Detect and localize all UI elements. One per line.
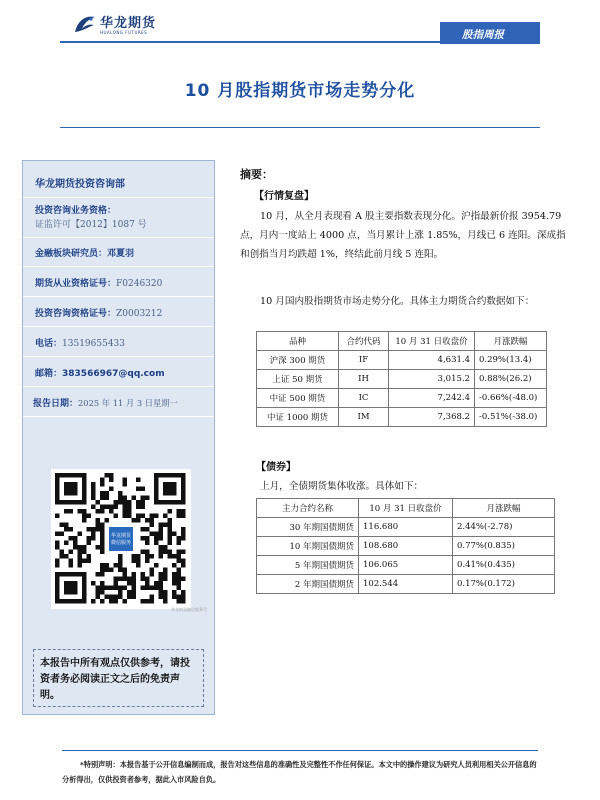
researcher-value: 邓夏羽 [107,249,135,259]
cert-value: F0246320 [116,279,163,289]
sidebar-dept: 华龙期货投资咨询部 [23,161,214,198]
table-row [257,351,547,370]
sidebar-license [23,198,214,238]
market-review-paragraph: 10 月，从全月表现看 A 股主要指数表现分化。沪指最新价报 3954.79 点，月内一度站上 4000 点，当月累计上涨 1.85%，月线已 6 连阳。深成指和创指当月均跌超 1%，终结此前月线 5 连阳。 [240,211,566,260]
table-row [257,518,555,537]
table-row [257,556,555,575]
table-cell: IM [339,408,389,427]
table-header-cell: 品种 [257,332,339,351]
table-cell: 2 年期国债期货 [257,575,359,594]
section-bonds: 【债券】 [256,462,296,473]
table-cell: IC [339,389,389,408]
table-cell: 上证 50 期货 [257,370,339,389]
researcher-label: 金融板块研究员： [35,249,108,259]
table-cell: 102.544 [359,575,453,594]
table-cell: 0.17%(0.172) [453,575,555,594]
table-cell: 30 年期国债期货 [257,518,359,537]
consult-value: Z0003212 [116,309,163,319]
index-futures-table [256,331,547,427]
brand-logo [72,12,162,40]
table-header-cell: 10 月 31 日收盘价 [359,499,453,518]
table-header-row [257,499,555,518]
table-cell: 7,242.4 [389,389,475,408]
license-value: 证监许可【2012】1087 号 [35,220,147,230]
table-cell: 106.065 [359,556,453,575]
date-value: 2025 年 11 月 3 日星期一 [78,398,178,408]
page-header [0,0,600,50]
qr-center-logo: 华龙期货 微信服务 [107,525,135,553]
sidebar-cert [23,267,214,297]
date-label: 报告日期： [33,399,79,409]
table-header-cell: 主力合约名称 [257,499,359,518]
qr-caption: 华龙期货微信服务号 [171,607,207,612]
phone-value: 13519655433 [62,339,126,349]
table-row [257,389,547,408]
table-cell: 中证 1000 期货 [257,408,339,427]
table-header-row [257,332,547,351]
table-cell: 10 年期国债期货 [257,537,359,556]
sidebar-researcher [23,238,214,267]
table-header-cell: 月涨跌幅 [453,499,555,518]
brand-name: 华龙期货 [100,16,157,31]
table-cell: 7,368.2 [389,408,475,427]
table-cell: 4,631.4 [389,351,475,370]
page-title: 10 月股指期货市场走势分化 [184,81,416,101]
table-cell: 0.29%(13.4) [475,351,547,370]
table-header-cell: 月涨跌幅 [475,332,547,351]
table-cell: 0.77%(0.835) [453,537,555,556]
summary-heading: 摘要： [240,168,273,181]
email-value[interactable]: 383566967@qq.com [62,369,165,379]
table-cell: 0.41%(0.435) [453,556,555,575]
table-cell: IF [339,351,389,370]
special-disclaimer: *特别声明：本报告基于公开信息编制而成，报告对这些信息的准确性及完整性不作任何保证。本文中的操作建议为研究人员利用相关公开信息的分析得出，仅供投资者参考，据此入市风险自负。 [62,760,537,784]
table-cell: 沪深 300 期货 [257,351,339,370]
table-cell: 3,015.2 [389,370,475,389]
bond-futures-table [256,498,555,594]
report-type-badge: 股指周报 [440,22,540,44]
sidebar-disclaimer: 本报告中所有观点仅供参考，请投资者务必阅读正文之后的免责声明。 [33,649,204,707]
futures-intro-paragraph: 10 月国内股指期货市场走势分化。具体主力期货合约数据如下： [260,296,535,307]
table-cell: -0.66%(-48.0) [475,389,547,408]
title-divider [60,127,540,128]
section-market-review: 【行情复盘】 [254,191,314,202]
table-row [257,537,555,556]
table-cell: 116.680 [359,518,453,537]
sidebar [22,160,215,715]
table-row [257,575,555,594]
bonds-intro-paragraph: 上月，全债期货集体收涨。具体如下： [260,481,424,492]
dragon-logo-icon [72,12,98,38]
sidebar-date [23,387,214,417]
table-row [257,370,547,389]
table-cell: IH [339,370,389,389]
table-cell: -0.51%(-38.0) [475,408,547,427]
cert-label: 期货从业资格证号： [35,279,117,289]
license-label: 投资咨询业务资格： [35,206,117,216]
phone-label: 电话： [35,339,63,349]
wechat-qr-code [51,469,207,612]
footer-divider [62,750,538,751]
table-header-cell: 10 月 31 日收盘价 [389,332,475,351]
sidebar-email [23,357,214,387]
sidebar-phone [23,327,214,357]
table-cell: 0.88%(26.2) [475,370,547,389]
header-divider [60,41,440,43]
brand-name-en: HUALONG FUTURES [100,30,148,35]
sidebar-consult-cert [23,297,214,327]
table-row [257,408,547,427]
table-cell: 5 年期国债期货 [257,556,359,575]
table-header-cell: 合约代码 [339,332,389,351]
table-cell: 中证 500 期货 [257,389,339,408]
table-cell: 108.680 [359,537,453,556]
consult-label: 投资咨询资格证号： [35,309,117,319]
email-label: 邮箱： [35,369,63,379]
table-cell: 2.44%(-2.78) [453,518,555,537]
